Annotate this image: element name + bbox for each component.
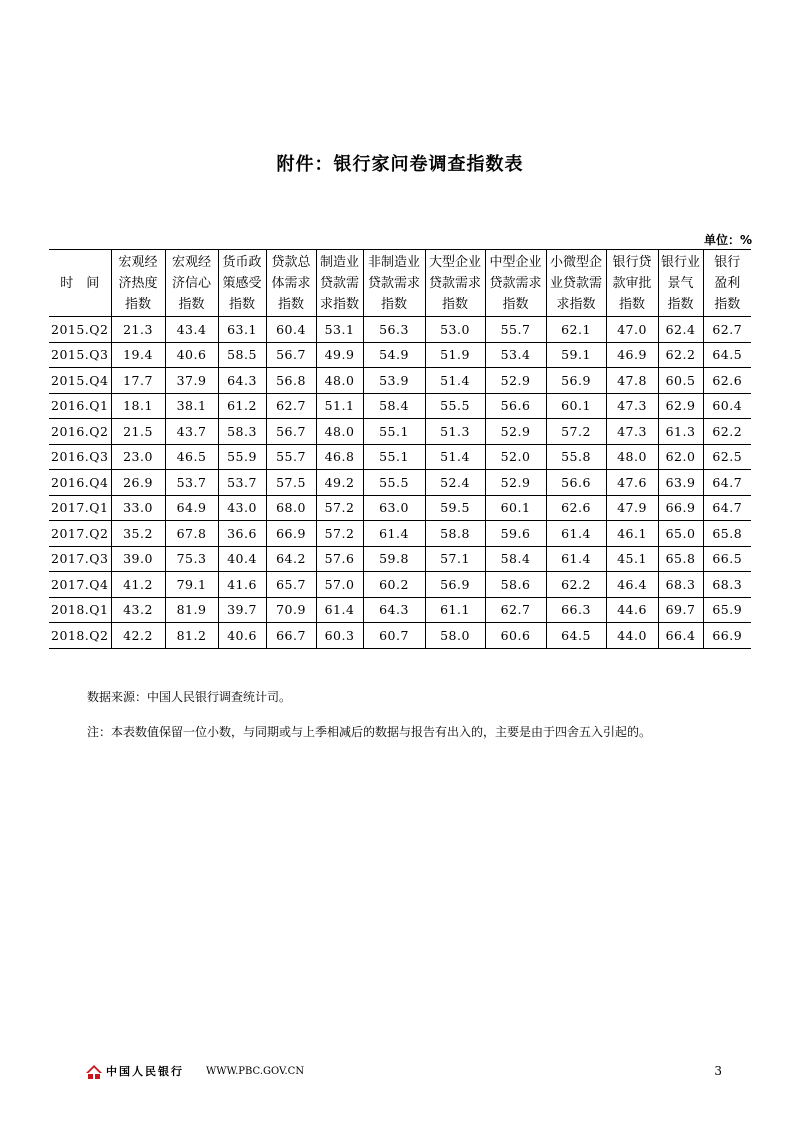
value-cell: 55.8 (546, 444, 606, 470)
value-cell: 43.7 (165, 419, 218, 445)
column-header-line: 大型企业 (428, 254, 481, 270)
value-cell: 66.9 (266, 521, 316, 547)
column-header-line: 指数 (380, 296, 407, 312)
value-cell: 47.3 (606, 393, 658, 419)
column-header-line: 策感受 (222, 275, 262, 291)
value-cell: 43.2 (111, 597, 165, 623)
table-row (49, 546, 751, 572)
value-cell: 57.0 (316, 572, 363, 598)
value-cell: 60.7 (363, 623, 425, 649)
value-cell: 47.3 (606, 419, 658, 445)
column-header-line: 指数 (667, 296, 694, 312)
value-cell: 58.6 (485, 572, 546, 598)
value-cell: 65.0 (658, 521, 703, 547)
period-cell: 2015.Q4 (49, 368, 111, 394)
value-cell: 61.4 (546, 546, 606, 572)
value-cell: 58.8 (425, 521, 485, 547)
column-header (546, 250, 606, 317)
value-cell: 59.5 (425, 495, 485, 521)
value-cell: 56.8 (266, 368, 316, 394)
period-cell: 2016.Q2 (49, 419, 111, 445)
index-table (49, 249, 751, 649)
value-cell: 56.7 (266, 342, 316, 368)
value-cell: 59.1 (546, 342, 606, 368)
footer (86, 1063, 304, 1079)
value-cell: 61.4 (546, 521, 606, 547)
value-cell: 52.9 (485, 368, 546, 394)
column-header (111, 250, 165, 317)
page-title: 附件：银行家问卷调查指数表 (276, 154, 524, 175)
column-header-line: 指数 (228, 296, 255, 312)
value-cell: 75.3 (165, 546, 218, 572)
value-cell: 59.8 (363, 546, 425, 572)
value-cell: 57.5 (266, 470, 316, 496)
value-cell: 62.2 (658, 342, 703, 368)
value-cell: 64.5 (546, 623, 606, 649)
value-cell: 38.1 (165, 393, 218, 419)
table-row (49, 393, 751, 419)
value-cell: 63.1 (218, 317, 266, 343)
value-cell: 55.7 (485, 317, 546, 343)
value-cell: 41.2 (111, 572, 165, 598)
column-header-line: 贷款总 (271, 254, 311, 270)
value-cell: 65.7 (266, 572, 316, 598)
value-cell: 35.2 (111, 521, 165, 547)
value-cell: 56.9 (425, 572, 485, 598)
value-cell: 62.2 (703, 419, 751, 445)
value-cell: 64.3 (363, 597, 425, 623)
value-cell: 42.2 (111, 623, 165, 649)
value-cell: 36.6 (218, 521, 266, 547)
value-cell: 53.4 (485, 342, 546, 368)
column-header-line: 小微型企 (549, 254, 602, 270)
value-cell: 55.5 (425, 393, 485, 419)
column-header-line: 体需求 (271, 275, 311, 291)
value-cell: 62.5 (703, 444, 751, 470)
column-header-line: 款审批 (612, 275, 652, 291)
value-cell: 61.1 (425, 597, 485, 623)
value-cell: 40.6 (218, 623, 266, 649)
value-cell: 65.8 (658, 546, 703, 572)
value-cell: 62.1 (546, 317, 606, 343)
value-cell: 55.1 (363, 444, 425, 470)
value-cell: 48.0 (316, 419, 363, 445)
value-cell: 46.8 (316, 444, 363, 470)
value-cell: 40.6 (165, 342, 218, 368)
value-cell: 63.9 (658, 470, 703, 496)
period-cell: 2017.Q1 (49, 495, 111, 521)
column-header (606, 250, 658, 317)
footer-url[interactable]: WWW.PBC.GOV.CN (206, 1065, 305, 1077)
data-source-note: 数据来源：中国人民银行调查统计司。 (87, 690, 292, 704)
value-cell: 51.3 (425, 419, 485, 445)
value-cell: 57.1 (425, 546, 485, 572)
column-header (363, 250, 425, 317)
value-cell: 41.6 (218, 572, 266, 598)
value-cell: 57.2 (316, 495, 363, 521)
column-header (658, 250, 703, 317)
value-cell: 61.2 (218, 393, 266, 419)
value-cell: 60.3 (316, 623, 363, 649)
value-cell: 62.7 (266, 393, 316, 419)
value-cell: 66.3 (546, 597, 606, 623)
value-cell: 64.7 (703, 470, 751, 496)
period-cell: 2016.Q1 (49, 393, 111, 419)
value-cell: 68.0 (266, 495, 316, 521)
value-cell: 62.6 (546, 495, 606, 521)
column-header (218, 250, 266, 317)
value-cell: 66.9 (658, 495, 703, 521)
value-cell: 47.6 (606, 470, 658, 496)
value-cell: 23.0 (111, 444, 165, 470)
value-cell: 33.0 (111, 495, 165, 521)
column-header-line: 贷款需 (319, 275, 359, 291)
value-cell: 53.9 (363, 368, 425, 394)
value-cell: 51.1 (316, 393, 363, 419)
rounding-note: 注：本表数值保留一位小数，与同期或与上季相减后的数据与报告有出入的，主要是由于四舍五入引起的。 (87, 725, 652, 739)
value-cell: 68.3 (703, 572, 751, 598)
column-header-line: 指数 (124, 296, 151, 312)
value-cell: 47.0 (606, 317, 658, 343)
value-cell: 61.4 (316, 597, 363, 623)
value-cell: 51.9 (425, 342, 485, 368)
value-cell: 57.6 (316, 546, 363, 572)
column-header-line: 济信心 (171, 275, 211, 291)
value-cell: 79.1 (165, 572, 218, 598)
column-header-line: 指数 (178, 296, 205, 312)
value-cell: 17.7 (111, 368, 165, 394)
value-cell: 58.3 (218, 419, 266, 445)
value-cell: 62.7 (703, 317, 751, 343)
value-cell: 62.9 (658, 393, 703, 419)
table-header-row (49, 250, 751, 317)
table-row (49, 444, 751, 470)
period-cell: 2015.Q2 (49, 317, 111, 343)
value-cell: 66.4 (658, 623, 703, 649)
column-header-line: 中型企业 (489, 254, 542, 270)
column-header-line: 贷款需求 (428, 275, 481, 291)
column-header-line: 求指数 (556, 296, 596, 312)
value-cell: 21.3 (111, 317, 165, 343)
value-cell: 64.3 (218, 368, 266, 394)
table-row (49, 521, 751, 547)
value-cell: 53.7 (165, 470, 218, 496)
value-cell: 53.1 (316, 317, 363, 343)
value-cell: 60.2 (363, 572, 425, 598)
unit-label: 单位：% (703, 233, 752, 247)
column-header-line: 时 间 (60, 275, 100, 291)
period-cell: 2017.Q4 (49, 572, 111, 598)
value-cell: 64.2 (266, 546, 316, 572)
column-header-line: 货币政 (222, 254, 262, 270)
value-cell: 64.9 (165, 495, 218, 521)
value-cell: 51.4 (425, 444, 485, 470)
value-cell: 52.4 (425, 470, 485, 496)
value-cell: 37.9 (165, 368, 218, 394)
table-row (49, 495, 751, 521)
value-cell: 55.7 (266, 444, 316, 470)
table-row (49, 317, 751, 343)
period-cell: 2018.Q2 (49, 623, 111, 649)
column-header-line: 贷款需求 (489, 275, 542, 291)
value-cell: 56.9 (546, 368, 606, 394)
value-cell: 66.5 (703, 546, 751, 572)
value-cell: 39.7 (218, 597, 266, 623)
value-cell: 46.5 (165, 444, 218, 470)
value-cell: 19.4 (111, 342, 165, 368)
value-cell: 64.7 (703, 495, 751, 521)
column-header-line: 宏观经 (171, 254, 211, 270)
value-cell: 45.1 (606, 546, 658, 572)
column-header-line: 非制造业 (367, 254, 420, 270)
column-header-line: 景气 (667, 275, 694, 291)
value-cell: 43.4 (165, 317, 218, 343)
column-header-line: 指数 (618, 296, 645, 312)
period-cell: 2017.Q3 (49, 546, 111, 572)
value-cell: 63.0 (363, 495, 425, 521)
table-row (49, 623, 751, 649)
value-cell: 39.0 (111, 546, 165, 572)
value-cell: 60.1 (485, 495, 546, 521)
column-header-line: 银行业 (660, 254, 700, 270)
value-cell: 58.0 (425, 623, 485, 649)
column-header-line: 指数 (502, 296, 529, 312)
value-cell: 53.7 (218, 470, 266, 496)
value-cell: 48.0 (606, 444, 658, 470)
table-row (49, 572, 751, 598)
value-cell: 61.4 (363, 521, 425, 547)
table-row (49, 419, 751, 445)
column-header (165, 250, 218, 317)
period-cell: 2016.Q4 (49, 470, 111, 496)
column-header-line: 宏观经 (118, 254, 158, 270)
value-cell: 26.9 (111, 470, 165, 496)
table-row (49, 470, 751, 496)
value-cell: 49.9 (316, 342, 363, 368)
value-cell: 52.9 (485, 419, 546, 445)
value-cell: 62.6 (703, 368, 751, 394)
column-header-line: 银行 (714, 254, 741, 270)
value-cell: 56.3 (363, 317, 425, 343)
period-cell: 2015.Q3 (49, 342, 111, 368)
value-cell: 43.0 (218, 495, 266, 521)
value-cell: 56.7 (266, 419, 316, 445)
value-cell: 55.5 (363, 470, 425, 496)
value-cell: 52.9 (485, 470, 546, 496)
column-header-line: 求指数 (319, 296, 359, 312)
value-cell: 21.5 (111, 419, 165, 445)
column-header-line: 指数 (277, 296, 304, 312)
value-cell: 53.0 (425, 317, 485, 343)
column-header (703, 250, 751, 317)
value-cell: 81.2 (165, 623, 218, 649)
column-header-line: 银行贷 (612, 254, 652, 270)
period-cell: 2016.Q3 (49, 444, 111, 470)
column-header-line: 指数 (714, 296, 741, 312)
value-cell: 57.2 (546, 419, 606, 445)
value-cell: 62.4 (658, 317, 703, 343)
value-cell: 62.7 (485, 597, 546, 623)
column-header-time (49, 250, 111, 317)
value-cell: 60.5 (658, 368, 703, 394)
value-cell: 61.3 (658, 419, 703, 445)
value-cell: 46.1 (606, 521, 658, 547)
value-cell: 58.4 (485, 546, 546, 572)
value-cell: 66.7 (266, 623, 316, 649)
value-cell: 60.4 (266, 317, 316, 343)
table-row (49, 342, 751, 368)
period-cell: 2018.Q1 (49, 597, 111, 623)
column-header (425, 250, 485, 317)
value-cell: 58.5 (218, 342, 266, 368)
value-cell: 46.4 (606, 572, 658, 598)
footer-org-name: 中国人民银行 (106, 1065, 184, 1078)
column-header-line: 指数 (441, 296, 468, 312)
value-cell: 64.5 (703, 342, 751, 368)
value-cell: 56.6 (546, 470, 606, 496)
value-cell: 47.9 (606, 495, 658, 521)
value-cell: 68.3 (658, 572, 703, 598)
value-cell: 55.1 (363, 419, 425, 445)
column-header (316, 250, 363, 317)
value-cell: 60.6 (485, 623, 546, 649)
value-cell: 60.4 (703, 393, 751, 419)
column-header-line: 盈利 (714, 275, 741, 291)
value-cell: 67.8 (165, 521, 218, 547)
table-body (49, 317, 751, 649)
value-cell: 62.2 (546, 572, 606, 598)
column-header (485, 250, 546, 317)
value-cell: 18.1 (111, 393, 165, 419)
value-cell: 81.9 (165, 597, 218, 623)
period-cell: 2017.Q2 (49, 521, 111, 547)
value-cell: 65.8 (703, 521, 751, 547)
table-row (49, 368, 751, 394)
value-cell: 57.2 (316, 521, 363, 547)
value-cell: 47.8 (606, 368, 658, 394)
pbc-logo-icon (86, 1064, 102, 1078)
value-cell: 44.6 (606, 597, 658, 623)
value-cell: 56.6 (485, 393, 546, 419)
value-cell: 40.4 (218, 546, 266, 572)
value-cell: 60.1 (546, 393, 606, 419)
value-cell: 59.6 (485, 521, 546, 547)
value-cell: 52.0 (485, 444, 546, 470)
value-cell: 58.4 (363, 393, 425, 419)
value-cell: 70.9 (266, 597, 316, 623)
value-cell: 55.9 (218, 444, 266, 470)
table-row (49, 597, 751, 623)
column-header (266, 250, 316, 317)
value-cell: 51.4 (425, 368, 485, 394)
column-header-line: 贷款需求 (367, 275, 420, 291)
page-number: 3 (714, 1064, 722, 1078)
value-cell: 48.0 (316, 368, 363, 394)
value-cell: 69.7 (658, 597, 703, 623)
column-header-line: 济热度 (118, 275, 158, 291)
value-cell: 62.0 (658, 444, 703, 470)
value-cell: 66.9 (703, 623, 751, 649)
value-cell: 65.9 (703, 597, 751, 623)
value-cell: 46.9 (606, 342, 658, 368)
value-cell: 44.0 (606, 623, 658, 649)
column-header-line: 制造业 (319, 254, 359, 270)
column-header-line: 业贷款需 (549, 275, 602, 291)
value-cell: 49.2 (316, 470, 363, 496)
value-cell: 54.9 (363, 342, 425, 368)
